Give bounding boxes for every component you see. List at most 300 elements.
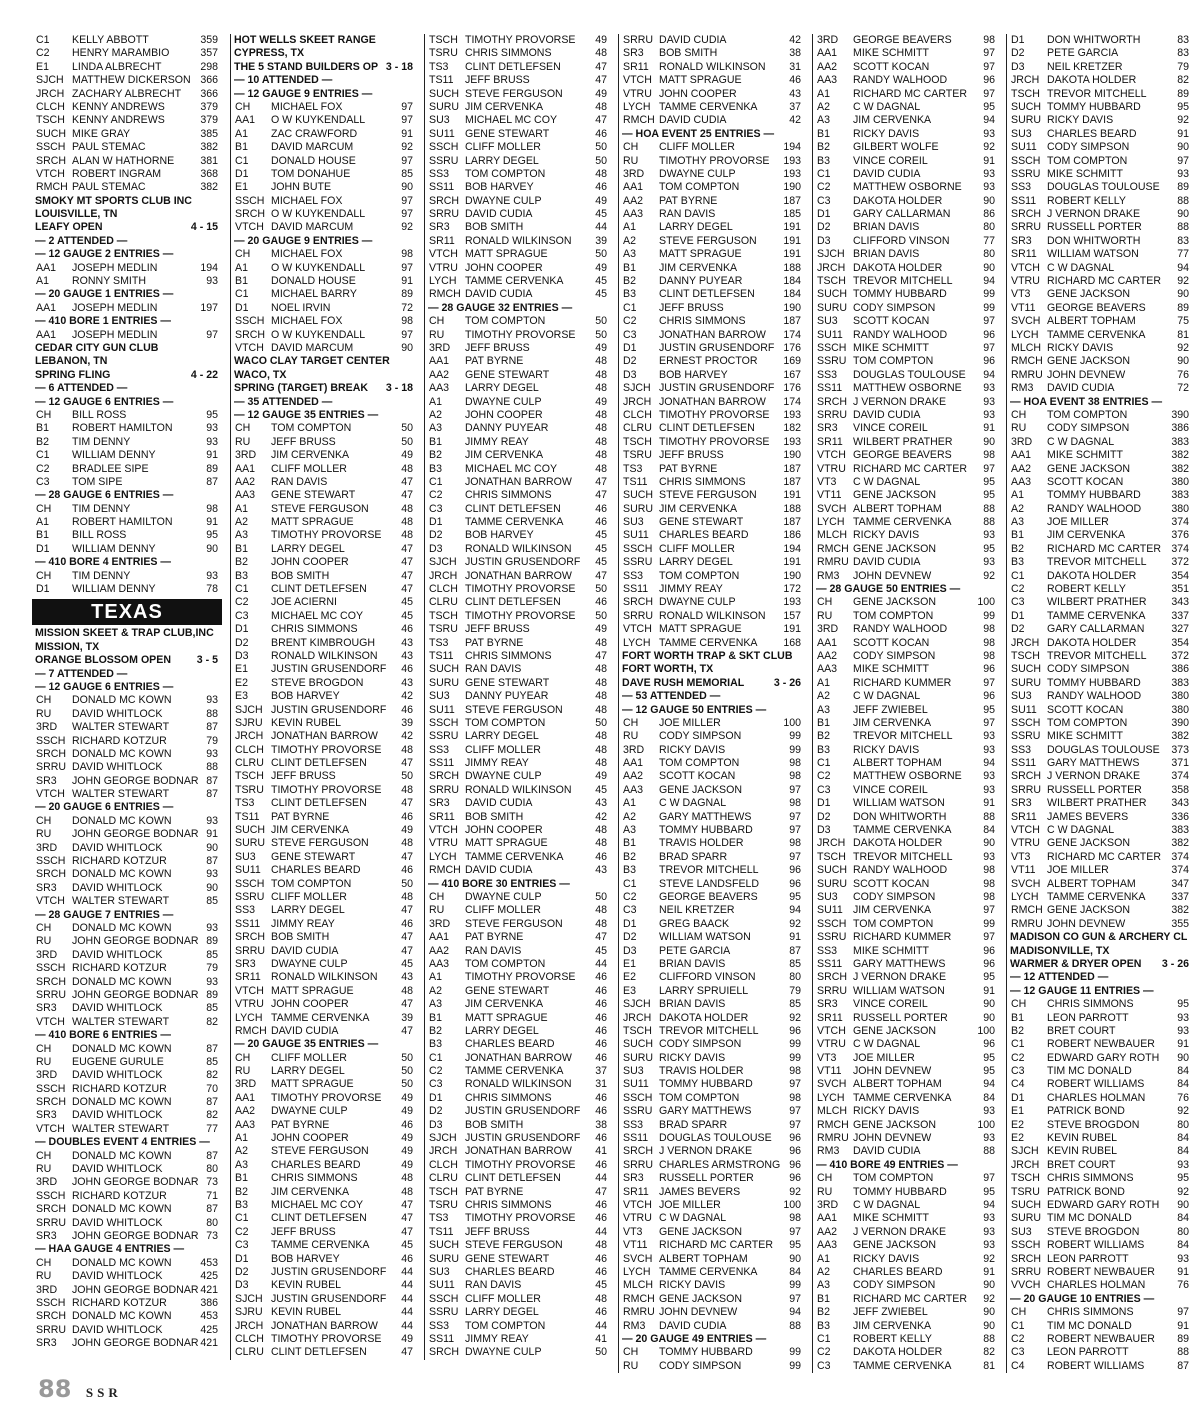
score: 77 (1177, 248, 1189, 261)
shooter-name: STEVE FERGUSON (465, 917, 563, 930)
shooter-name: ALAN W HATHORNE (72, 154, 175, 167)
class-code: AA3 (817, 74, 838, 87)
shooter-name: CLINT DETLEFSEN (271, 757, 367, 770)
result-row (1007, 1266, 1193, 1279)
result-row (1007, 342, 1193, 355)
class-code: SS11 (429, 757, 455, 770)
shooter-name: RICHARD KOTZUR (72, 1296, 167, 1309)
shooter-name: TOMMY HUBBARD (853, 288, 947, 301)
result-row (32, 748, 222, 761)
section-heading: — 28 GAUGE 50 ENTRIES — (816, 583, 961, 596)
shooter-name: MIKE SCHMITT (853, 663, 929, 676)
result-row (32, 1043, 222, 1056)
class-code: TS11 (235, 810, 260, 823)
score: 48 (595, 1239, 607, 1252)
class-code: RMCH (429, 864, 461, 877)
score: 47 (595, 74, 607, 87)
shooter-name: RANDY WALHOOD (853, 74, 948, 87)
class-code: SR3 (235, 957, 256, 970)
score: 87 (206, 774, 218, 787)
result-row (619, 1212, 805, 1225)
result-row (1007, 757, 1193, 770)
shooter-name: RUSSELL PORTER (853, 1011, 948, 1024)
class-code: CH (1011, 408, 1027, 421)
shooter-name: NEIL KRETZER (1047, 60, 1123, 73)
score: 94 (789, 904, 801, 917)
result-row (1007, 1239, 1193, 1252)
class-code: A2 (235, 516, 248, 529)
result-row (32, 882, 222, 895)
result-row (1007, 329, 1193, 342)
result-row (231, 1132, 417, 1145)
result-row (231, 1119, 417, 1132)
class-code: CH (1011, 998, 1027, 1011)
class-code: B2 (235, 556, 248, 569)
shooter-name: DAVID WHITLOCK (72, 761, 163, 774)
result-row (32, 1230, 222, 1243)
shooter-name: DON WHITWORTH (1047, 234, 1141, 247)
class-code: SSRU (817, 931, 847, 944)
shooter-name: MICHAEL MC COY (465, 114, 558, 127)
result-row (32, 181, 222, 194)
result-row (32, 1203, 222, 1216)
score: 88 (983, 502, 995, 515)
shooter-name: JOE MILLER (659, 716, 721, 729)
class-code: SRCH (36, 1203, 67, 1216)
shooter-name: JONATHAN BARROW (271, 1319, 378, 1332)
class-code: SSCH (429, 1292, 459, 1305)
score: 383 (1171, 435, 1189, 448)
shooter-name: LARRY DEGEL (659, 556, 733, 569)
result-row (231, 436, 417, 449)
shooter-name: CODY SIMPSON (659, 1359, 742, 1372)
score: 96 (983, 328, 995, 341)
shooter-name: JONATHAN BARROW (465, 475, 572, 488)
score: 100 (783, 1198, 801, 1211)
class-code: B1 (623, 261, 636, 274)
class-code: AA2 (429, 944, 450, 957)
result-row (1007, 1320, 1193, 1333)
class-code: C2 (1011, 583, 1025, 596)
result-row (425, 342, 611, 355)
shooter-name: LARRY DEGEL (465, 1024, 539, 1037)
class-code: SURU (623, 502, 654, 515)
class-code: CH (235, 1051, 251, 1064)
class-code: SS11 (429, 181, 455, 194)
class-code: SS11 (817, 382, 843, 395)
result-row (425, 1078, 611, 1091)
result-row (619, 637, 805, 650)
score: 97 (789, 850, 801, 863)
results-column-3 (424, 34, 611, 1360)
score: 191 (783, 556, 801, 569)
class-code: D1 (817, 797, 831, 810)
result-row (1007, 463, 1193, 476)
shooter-name: MICHAEL BARRY (271, 288, 357, 301)
score: 374 (1171, 542, 1189, 555)
result-row (813, 851, 999, 864)
shooter-name: BRIAN DAVIS (659, 998, 726, 1011)
score: 70 (206, 1082, 218, 1095)
result-row (32, 74, 222, 87)
shooter-name: JIM CERVENKA (271, 1185, 350, 1198)
score: 95 (789, 891, 801, 903)
class-code: RMRU (817, 556, 849, 569)
score: 81 (1177, 328, 1189, 341)
shooter-name: BRIAN DAVIS (853, 248, 920, 261)
shooter-name: CLINT DETLEFSEN (465, 596, 561, 609)
score: 48 (595, 703, 607, 716)
score: 354 (1171, 569, 1189, 582)
class-code: RMCH (817, 542, 849, 555)
section-heading: — HAA GAUGE 4 ENTRIES — (35, 1243, 185, 1256)
class-code: SSCH (429, 141, 459, 154)
class-code: SSCH (36, 1296, 66, 1309)
class-code: SJCH (623, 998, 651, 1011)
shooter-name: JOHN COOPER (465, 408, 543, 421)
class-code: SR11 (1011, 810, 1037, 823)
score: 48 (595, 904, 607, 917)
result-row (231, 744, 417, 757)
shooter-name: JIM CERVENKA (465, 998, 544, 1011)
score: 48 (595, 757, 607, 770)
class-code: AA1 (1011, 449, 1032, 462)
shooter-name: TAMME CERVENKA (853, 516, 952, 529)
score: 193 (783, 167, 801, 180)
shooter-name: JOHN GEORGE BODNAR (72, 935, 199, 948)
score: 390 (1171, 408, 1189, 421)
score: 97 (983, 1172, 995, 1185)
score: 45 (595, 275, 607, 288)
result-row (425, 355, 611, 368)
shooter-name: JOHN COOPER (465, 824, 543, 837)
class-code: SURU (817, 877, 848, 890)
shooter-name: MIKE SCHMITT (853, 1212, 929, 1225)
class-code: B1 (817, 716, 830, 729)
shooter-name: PAT BYRNE (465, 636, 524, 649)
class-code: SR11 (429, 810, 455, 823)
score: 97 (983, 341, 995, 354)
class-code: SS11 (623, 583, 649, 596)
page-footer (38, 1375, 122, 1401)
result-row (1007, 730, 1193, 743)
score: 82 (206, 1015, 218, 1028)
result-row (425, 1132, 611, 1145)
shooter-name: JOHN GEORGE BODNAR (72, 988, 199, 1001)
shooter-name: DAVID CUDIA (465, 797, 533, 810)
class-code: D3 (623, 368, 637, 381)
score: 91 (983, 1265, 995, 1278)
result-row (813, 529, 999, 542)
result-row (32, 721, 222, 734)
result-row (813, 262, 999, 275)
result-row (32, 583, 222, 596)
event-date: 4 - 15 (190, 221, 218, 234)
shooter-name: TOMMY HUBBARD (1047, 676, 1141, 689)
shooter-name: JIM CERVENKA (853, 1319, 932, 1332)
results-column-2 (230, 34, 417, 1360)
score: 46 (595, 1105, 607, 1118)
class-code: D3 (429, 1118, 443, 1131)
shooter-name: CHRIS SIMMONS (659, 315, 746, 328)
shooter-name: TIMOTHY PROVORSE (271, 1332, 382, 1345)
score: 47 (595, 931, 607, 944)
class-code: CLRU (623, 422, 652, 435)
result-row (813, 288, 999, 301)
result-row (32, 1297, 222, 1310)
result-row (1007, 596, 1193, 609)
shooter-name: VINCE COREIL (853, 154, 928, 167)
score: 83 (1177, 34, 1189, 46)
shooter-name: JIM CERVENKA (1047, 529, 1126, 542)
shooter-name: ROBERT NEWBAUER (1047, 1038, 1155, 1051)
shooter-name: CHARLES BEARD (465, 1265, 555, 1278)
result-row (813, 1333, 999, 1346)
shooter-name: DAVID CUDIA (659, 114, 727, 127)
class-code: D1 (1011, 609, 1025, 622)
result-row (619, 1012, 805, 1025)
class-code: VTRU (817, 462, 846, 475)
shooter-name: GARY MATTHEWS (659, 1105, 752, 1118)
shooter-name: ALBERT TOPHAM (853, 1078, 942, 1091)
score: 97 (789, 810, 801, 823)
shooter-name: HENRY MARAMBIO (72, 47, 170, 60)
shooter-name: JUSTIN GRUSENDORF (271, 1292, 387, 1305)
shooter-name: TOMMY HUBBARD (1047, 489, 1141, 502)
class-code: 3RD (36, 1176, 58, 1189)
class-code: C2 (235, 596, 249, 609)
class-code: TSRU (235, 783, 264, 796)
result-row (813, 958, 999, 971)
shooter-name: CLIFF MOLLER (465, 904, 541, 917)
class-code: SRRU (817, 408, 848, 421)
class-code: TSCH (235, 770, 264, 783)
result-row (425, 476, 611, 489)
section-heading: — 12 GAUGE 9 ENTRIES — (234, 87, 373, 100)
class-code: A3 (235, 529, 248, 542)
result-row (1007, 610, 1193, 623)
result-row (619, 1320, 805, 1333)
result-row (425, 1333, 611, 1346)
class-code: VTCH (36, 1015, 65, 1028)
class-code: SUCH (623, 1038, 654, 1051)
shooter-name: JOHN GEORGE BODNAR (72, 1337, 199, 1350)
result-row (231, 931, 417, 944)
result-row (619, 1132, 805, 1145)
result-row (425, 1105, 611, 1118)
class-code: CLCH (429, 1158, 458, 1171)
score: 93 (1177, 1024, 1189, 1037)
class-code: VTCH (1011, 261, 1040, 274)
result-row (32, 1257, 222, 1270)
class-code: C3 (429, 1078, 443, 1091)
shooter-name: C W DAGNAL (1047, 824, 1115, 837)
score: 46 (401, 623, 413, 636)
result-row (619, 155, 805, 168)
shooter-name: EUGENE GURULE (72, 1055, 164, 1068)
score: 97 (789, 1105, 801, 1118)
class-code: SU3 (429, 690, 450, 703)
result-row (1007, 583, 1193, 596)
shooter-name: TRAVIS HOLDER (659, 837, 744, 850)
result-row (813, 1239, 999, 1252)
score: 48 (595, 730, 607, 743)
section-heading: — 410 BORE 6 ENTRIES — (35, 1029, 171, 1042)
class-code: D3 (235, 649, 249, 662)
shooter-name: STEVE BROGDON (1047, 1225, 1140, 1238)
class-code: E1 (623, 957, 636, 970)
result-row (1007, 208, 1193, 221)
class-code: D3 (817, 824, 831, 837)
class-code: A1 (36, 275, 49, 288)
result-row (425, 770, 611, 783)
score: 97 (401, 100, 413, 113)
class-code: SUCH (235, 824, 266, 837)
class-code: A3 (623, 824, 636, 837)
result-row (231, 583, 417, 596)
shooter-name: PAUL STEMAC (72, 141, 146, 154)
result-row (1007, 1333, 1193, 1346)
class-code: SRRU (1011, 1265, 1042, 1278)
class-code: B2 (429, 1024, 442, 1037)
score: 47 (595, 649, 607, 662)
shooter-name: MICHAEL FOX (271, 248, 343, 261)
result-row (1007, 1078, 1193, 1091)
class-code: 3RD (36, 948, 58, 961)
class-code: A1 (235, 127, 248, 140)
class-code: C3 (817, 783, 831, 796)
club-name: MADISON CO GUN & ARCHERY CL (1010, 931, 1188, 944)
score: 47 (595, 475, 607, 488)
shooter-name: JUSTIN GRUSENDORF (271, 1265, 387, 1278)
score: 95 (1177, 1172, 1189, 1185)
result-row (619, 315, 805, 328)
shooter-name: WALTER STEWART (72, 788, 170, 801)
class-code: VTRU (1011, 275, 1040, 288)
shooter-name: TAMME CERVENKA (853, 1091, 952, 1104)
class-code: TSCH (1011, 87, 1040, 100)
shooter-name: PAT BYRNE (465, 1185, 524, 1198)
score: 372 (1171, 649, 1189, 662)
score: 37 (595, 1065, 607, 1078)
score: 78 (206, 583, 218, 596)
shooter-name: DAKOTA HOLDER (1047, 569, 1137, 582)
class-code: E3 (235, 690, 248, 703)
score: 382 (1171, 904, 1189, 917)
score: 94 (983, 1198, 995, 1211)
result-row (231, 1346, 417, 1359)
result-row (1007, 168, 1193, 181)
result-row (1007, 1025, 1193, 1038)
club-location: FORT WORTH, TX (622, 663, 714, 676)
result-row (231, 1239, 417, 1252)
shooter-name: MIKE SCHMITT (1047, 449, 1123, 462)
shooter-name: PAUL STEMAC (72, 181, 146, 194)
result-row (619, 208, 805, 221)
result-row (425, 784, 611, 797)
score: 46 (595, 1038, 607, 1051)
score: 80 (789, 971, 801, 984)
shooter-name: CHRIS SIMMONS (465, 47, 552, 60)
result-row (231, 288, 417, 301)
result-row (1007, 1199, 1193, 1212)
class-code: AA1 (36, 328, 57, 341)
shooter-name: SCOTT KOCAN (1047, 703, 1124, 716)
class-code: SRCH (36, 1310, 67, 1323)
result-row (813, 248, 999, 261)
shooter-name: GENE STEWART (465, 984, 550, 997)
class-code: SSRU (623, 1105, 653, 1118)
result-row (231, 1145, 417, 1158)
result-row (1007, 1092, 1193, 1105)
class-code: B3 (817, 1319, 830, 1332)
score: 357 (200, 47, 218, 60)
score: 49 (595, 87, 607, 100)
result-row (32, 1190, 222, 1203)
score: 92 (789, 917, 801, 930)
result-row (813, 61, 999, 74)
shooter-name: DWAYNE CULP (465, 1346, 542, 1359)
class-code: RU (235, 435, 251, 448)
class-code: SRCH (36, 975, 67, 988)
score: 100 (977, 596, 995, 609)
class-code: A2 (817, 690, 830, 703)
result-row (425, 945, 611, 958)
result-row (1007, 114, 1193, 127)
class-code: 3RD (429, 917, 451, 930)
score: 47 (401, 998, 413, 1011)
score: 347 (1171, 877, 1189, 890)
class-code: CH (36, 1149, 52, 1162)
shooter-name: CLIFF MOLLER (659, 542, 735, 555)
class-code: SRRU (429, 783, 460, 796)
class-code: SJCH (1011, 1145, 1039, 1158)
score: 48 (595, 690, 607, 703)
event-name: LEAFY OPEN (35, 221, 103, 234)
class-code: D1 (235, 623, 249, 636)
result-row (231, 181, 417, 194)
result-row (231, 1052, 417, 1065)
event-header (32, 369, 222, 382)
result-row (425, 1092, 611, 1105)
club-location: MADISONVILLE, TX (1010, 944, 1110, 957)
class-code: RMCH (235, 1024, 267, 1037)
result-row (231, 1226, 417, 1239)
result-row (231, 1025, 417, 1038)
shooter-name: MIKE SCHMITT (1047, 730, 1123, 743)
result-row (425, 516, 611, 529)
score: 48 (401, 783, 413, 796)
result-row (619, 1092, 805, 1105)
score: 89 (1177, 1332, 1189, 1345)
result-row (813, 355, 999, 368)
result-row (425, 1320, 611, 1333)
shooter-name: BOB SMITH (659, 47, 718, 60)
class-code: RM3 (817, 569, 840, 582)
result-row (231, 730, 417, 743)
result-row (1007, 704, 1193, 717)
class-code: C3 (235, 1239, 249, 1252)
score: 47 (401, 475, 413, 488)
class-code: TS11 (429, 1225, 454, 1238)
shooter-name: O W KUYKENDALL (271, 328, 366, 341)
result-row (231, 422, 417, 435)
result-row (1007, 47, 1193, 60)
score: 98 (789, 770, 801, 783)
result-row (619, 837, 805, 850)
shooter-name: TIMOTHY PROVORSE (271, 1091, 382, 1104)
shooter-name: TOM COMPTON (271, 422, 352, 435)
